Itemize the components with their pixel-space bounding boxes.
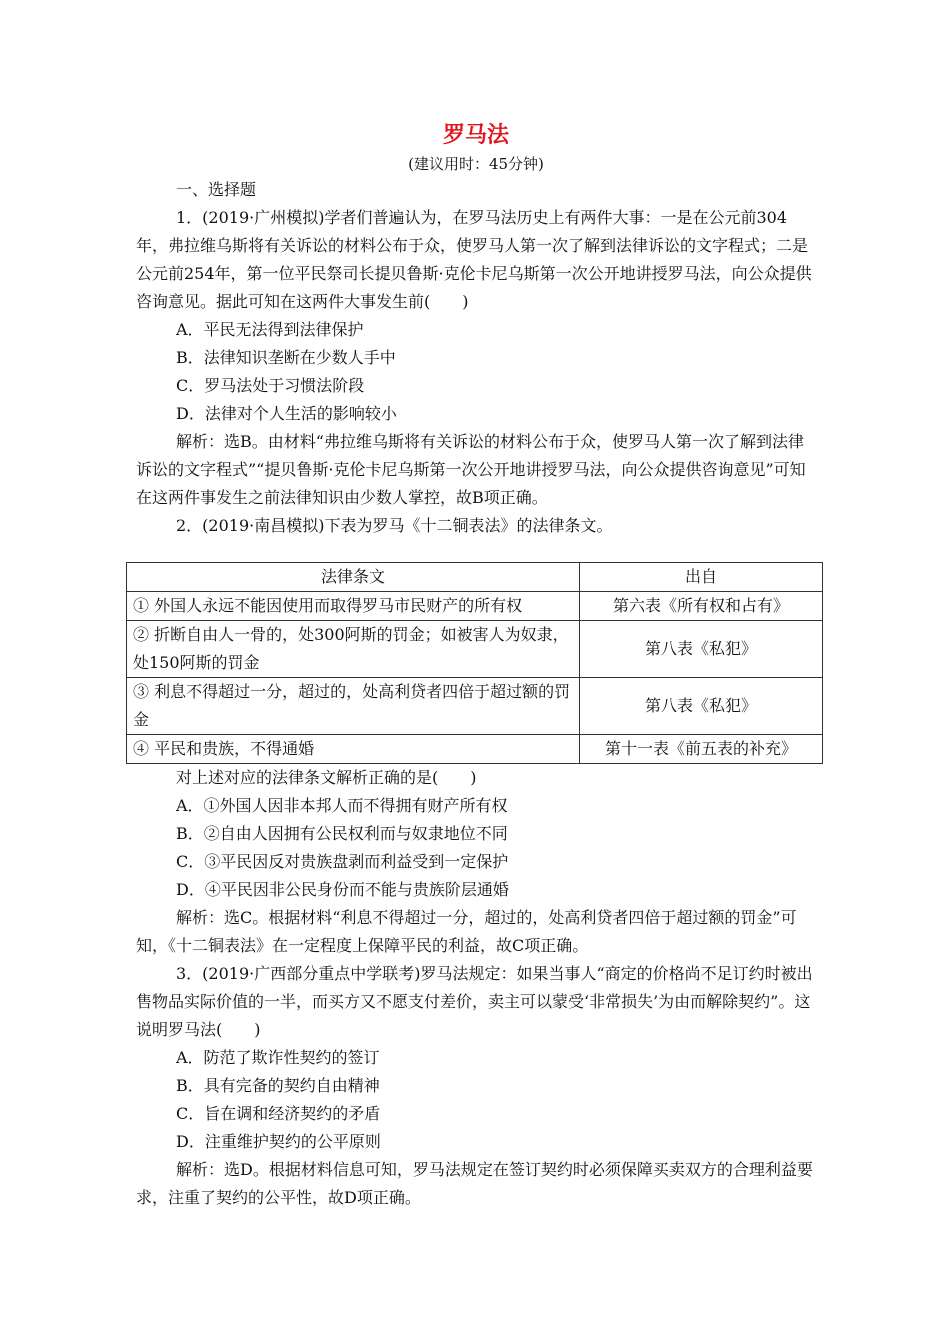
question-2-prompt: 对上述对应的法律条文解析正确的是( ) [176,768,477,787]
table-row [127,592,823,621]
question-2-stem: 2．(2019·南昌模拟)下表为罗马《十二铜表法》的法律条文。 [176,516,613,535]
suggested-time: (建议用时：45分钟) [408,155,544,173]
law-article-1: ① 外国人永远不能因使用而取得罗马市民财产的所有权 [127,592,580,621]
question-1-option-c: C．罗马法处于习惯法阶段 [176,376,365,395]
question-1 [136,204,816,512]
table-row [127,678,823,735]
question-3-option-b: B．具有完备的契约自由精神 [176,1076,380,1095]
section-heading: 一、选择题 [176,180,257,199]
law-table-header [127,563,823,592]
law-source-2: 第八表《私犯》 [580,621,823,678]
question-1-answer: 解析：选B。由材料“弗拉维乌斯将有关诉讼的材料公布于众，使罗马人第一次了解到法律诉讼的文字程式”“提贝鲁斯·克伦卡尼乌斯第一次公开地讲授罗马法，向公众提供咨询意见”可知在这两件事发生之前法律知识由少数人掌控，故B项正确。 [136,432,806,507]
question-3-stem: 3．(2019·广西部分重点中学联考)罗马法规定：如果当事人“商定的价格尚不足订约时被出售物品实际价值的一半，而买方又不愿支付差价，卖主可以蒙受‘非常损失’为由而解除契约”。这说明罗马法( ) [136,964,813,1039]
law-article-2: ② 折断自由人一骨的，处300阿斯的罚金；如被害人为奴隶，处150阿斯的罚金 [127,621,580,678]
question-2-option-c: C．③平民因反对贵族盘剥而利益受到一定保护 [176,852,509,871]
document-page [133,120,816,1212]
question-1-stem: 1．(2019·广州模拟)学者们普遍认为，在罗马法历史上有两件大事：一是在公元前304年，弗拉维乌斯将有关诉讼的材料公布于众，使罗马人第一次了解到法律诉讼的文字程式；二是公元前254年，第一位平民祭司长提贝鲁斯·克伦卡尼乌斯第一次公开地讲授罗马法，向公众提供咨询意见。据此可知在这两件大事发生前( ) [136,208,812,311]
question-3-answer: 解析：选D。根据材料信息可知，罗马法规定在签订契约时必须保障买卖双方的合理利益要求，注重了契约的公平性，故D项正确。 [136,1160,813,1207]
table-row [127,621,823,678]
question-2 [133,512,816,960]
question-2-option-d: D．④平民因非公民身份而不能与贵族阶层通婚 [176,880,509,899]
question-1-option-d: D．法律对个人生活的影响较小 [176,404,397,423]
law-source-4: 第十一表《前五表的补充》 [580,735,823,764]
question-3-option-c: C．旨在调和经济契约的矛盾 [176,1104,381,1123]
law-article-3: ③ 利息不得超过一分，超过的，处高利贷者四倍于超过额的罚金 [127,678,580,735]
question-2-option-b: B．②自由人因拥有公民权利而与奴隶地位不同 [176,824,508,843]
question-3-option-a: A．防范了欺诈性契约的签订 [176,1048,380,1067]
law-table-header-article: 法律条文 [127,563,580,592]
law-source-1: 第六表《所有权和占有》 [580,592,823,621]
law-table [126,562,823,764]
page-title: 罗马法 [442,122,509,148]
law-source-3: 第八表《私犯》 [580,678,823,735]
question-2-answer: 解析：选C。根据材料“利息不得超过一分，超过的，处高利贷者四倍于超过额的罚金”可知，《十二铜表法》在一定程度上保障平民的利益，故C项正确。 [136,908,797,955]
table-row [127,735,823,764]
law-article-4: ④ 平民和贵族，不得通婚 [127,735,580,764]
question-1-option-b: B．法律知识垄断在少数人手中 [176,348,396,367]
question-3-option-d: D．注重维护契约的公平原则 [176,1132,381,1151]
question-1-option-a: A．平民无法得到法律保护 [176,320,364,339]
question-3 [136,960,816,1212]
law-table-header-source: 出自 [580,563,823,592]
question-2-option-a: A．①外国人因非本邦人而不得拥有财产所有权 [176,796,508,815]
